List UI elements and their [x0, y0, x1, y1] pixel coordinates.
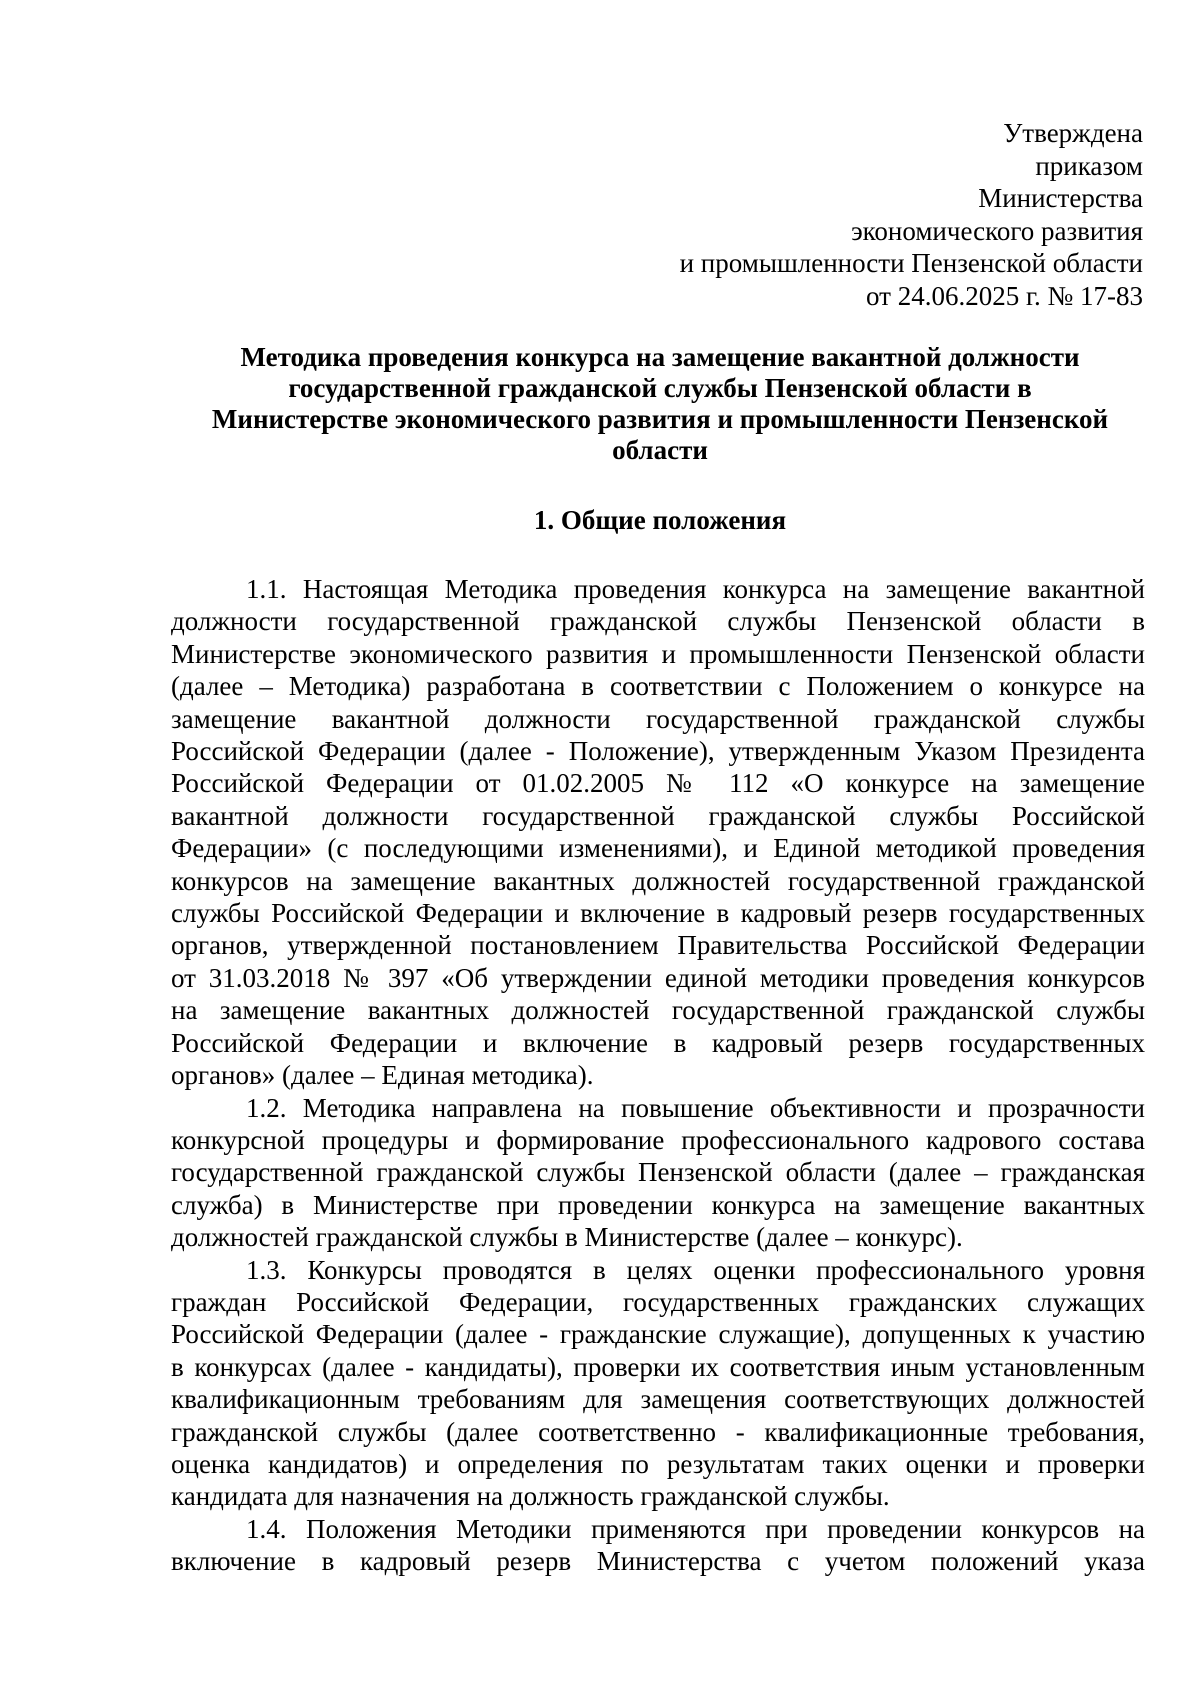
- paragraph-line: органов, утвержденной постановлением Правительства Российской Федерации: [171, 930, 1145, 961]
- title-line: Методика проведения конкурса на замещение вакантной должности: [240, 342, 1080, 372]
- paragraph-line: в конкурсах (далее - кандидаты), проверки их соответствия иным установленным: [171, 1351, 1145, 1382]
- paragraph-line: квалификационным требованиям для замещения соответствующих должностей: [171, 1384, 1145, 1415]
- paragraph-line: оценка кандидатов) и определения по результатам таких оценки и проверки: [171, 1448, 1145, 1479]
- paragraph-line: вакантной должности государственной гражданской службы Российской: [171, 800, 1145, 831]
- paragraph-line: службы Российской Федерации и включение в кадровый резерв государственных: [171, 898, 1145, 929]
- document-body: [171, 573, 1145, 1578]
- paragraph-line: граждан Российской Федерации, государственных гражданских служащих: [171, 1286, 1145, 1317]
- section-heading: 1. Общие положения: [533, 505, 787, 535]
- paragraph-line: конкурсной процедуры и формирование профессионального кадрового состава: [171, 1124, 1145, 1155]
- paragraph-line: 1.1. Настоящая Методика проведения конкурса на замещение вакантной: [246, 574, 1145, 604]
- document-title: [170, 342, 1150, 466]
- paragraph-1-1: [171, 573, 1145, 1092]
- paragraph-line: служба) в Министерстве при проведении конкурса на замещение вакантных: [171, 1189, 1145, 1220]
- title-line: области: [612, 435, 708, 465]
- paragraph-1-4: [171, 1513, 1145, 1578]
- paragraph-line: Российской Федерации (далее - гражданские служащие), допущенных к участию: [171, 1319, 1145, 1350]
- paragraph-line: от 31.03.2018 № 397 «Об утверждении единой методики проведения конкурсов: [171, 962, 1145, 993]
- paragraph-line: должности государственной гражданской службы Пензенской области в: [171, 606, 1145, 637]
- paragraph-line: Российской Федерации и включение в кадровый резерв государственных: [171, 1027, 1145, 1058]
- approval-line: Министерства: [978, 183, 1143, 213]
- paragraph-line: (далее – Методика) разработана в соответствии с Положением о конкурсе на: [171, 671, 1145, 702]
- paragraph-line: Российской Федерации от 01.02.2005 № 112 «О конкурсе на замещение: [171, 768, 1145, 799]
- paragraph-line: гражданской службы (далее соответственно - квалификационные требования,: [171, 1416, 1145, 1447]
- paragraph-line: 1.2. Методика направлена на повышение объективности и прозрачности: [246, 1092, 1145, 1123]
- paragraph-line: конкурсов на замещение вакантных должностей государственной гражданской: [171, 865, 1145, 896]
- paragraph-1-2: [171, 1092, 1145, 1254]
- approval-line: Утверждена: [1003, 118, 1143, 148]
- paragraph-line: замещение вакантной должности государственной гражданской службы: [171, 703, 1145, 734]
- approval-line: экономического развития: [851, 215, 1143, 246]
- paragraph-line: органов» (далее – Единая методика).: [171, 1060, 594, 1091]
- paragraph-line: кандидата для назначения на должность гражданской службы.: [171, 1481, 890, 1512]
- paragraph-line: 1.4. Положения Методики применяются при проведении конкурсов на: [246, 1513, 1145, 1544]
- paragraph-line: 1.3. Конкурсы проводятся в целях оценки профессионального уровня: [246, 1254, 1145, 1285]
- paragraph-line: Российской Федерации (далее - Положение), утвержденным Указом Президента: [171, 736, 1145, 767]
- title-line: Министерстве экономического развития и промышленности Пензенской: [211, 404, 1109, 434]
- paragraph-1-3: [171, 1254, 1145, 1513]
- paragraph-line: на замещение вакантных должностей государственной гражданской службы: [171, 995, 1145, 1026]
- paragraph-line: должностей гражданской службы в Министерстве (далее – конкурс).: [171, 1222, 963, 1253]
- paragraph-line: Министерстве экономического развития и промышленности Пензенской области: [171, 638, 1145, 669]
- approval-line: и промышленности Пензенской области: [679, 248, 1143, 278]
- approval-stamp: [583, 117, 1143, 312]
- paragraph-line: включение в кадровый резерв Министерства с учетом положений указа: [171, 1546, 1145, 1577]
- approval-line: от 24.06.2025 г. № 17-83: [866, 280, 1143, 311]
- title-line: государственной гражданской службы Пензенской области в: [288, 373, 1032, 403]
- paragraph-line: государственной гражданской службы Пензенской области (далее – гражданская: [171, 1157, 1145, 1188]
- approval-line: приказом: [1035, 150, 1143, 181]
- paragraph-line: Федерации» (с последующими изменениями), и Единой методикой проведения: [171, 833, 1145, 864]
